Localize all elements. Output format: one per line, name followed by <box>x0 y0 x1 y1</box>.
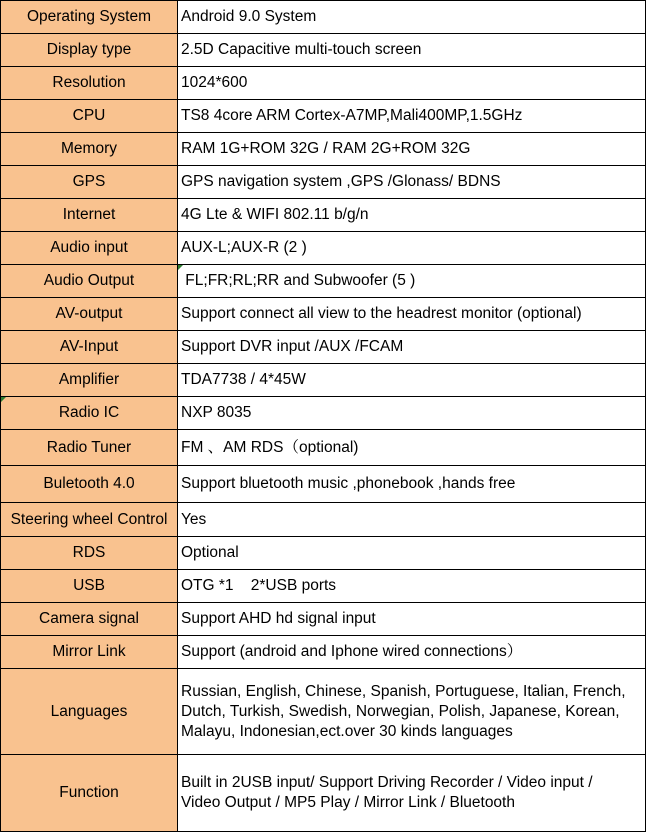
row-value <box>178 265 646 298</box>
table-row <box>1 570 646 603</box>
row-value-line: Video Output / MP5 Play / Mirror Link / Bluetooth <box>181 794 515 811</box>
row-value: Support (android and Iphone wired connections） <box>178 636 646 669</box>
row-value: Yes <box>178 503 646 537</box>
row-label: Camera signal <box>1 603 178 636</box>
row-value: RAM 1G+ROM 32G / RAM 2G+ROM 32G <box>178 133 646 166</box>
table-row <box>1 34 646 67</box>
row-value: Android 9.0 System <box>178 1 646 34</box>
row-value: 2.5D Capacitive multi-touch screen <box>178 34 646 67</box>
row-label: Buletooth 4.0 <box>1 466 178 503</box>
table-row <box>1 1 646 34</box>
row-label: Steering wheel Control <box>1 503 178 537</box>
row-value: GPS navigation system ,GPS /Glonass/ BDNS <box>178 166 646 199</box>
row-value: Support AHD hd signal input <box>178 603 646 636</box>
row-label: Languages <box>1 669 178 755</box>
table-row <box>1 636 646 669</box>
table-row <box>1 232 646 265</box>
row-value <box>178 570 646 603</box>
table-row <box>1 331 646 364</box>
row-value: AUX-L;AUX-R (2 ) <box>178 232 646 265</box>
row-label: RDS <box>1 537 178 570</box>
table-row <box>1 603 646 636</box>
row-label-text: Radio IC <box>58 404 120 421</box>
row-value: 4G Lte & WIFI 802.11 b/g/n <box>178 199 646 232</box>
table-row <box>1 755 646 832</box>
row-value: TS8 4core ARM Cortex-A7MP,Mali400MP,1.5GHz <box>178 100 646 133</box>
row-value-line: Russian, English, Chinese, Spanish, Portuguese, Italian, French, <box>181 682 626 700</box>
table-row <box>1 503 646 537</box>
table-row <box>1 466 646 503</box>
row-label: AV-Input <box>1 331 178 364</box>
table-row <box>1 133 646 166</box>
table-row <box>1 669 646 755</box>
row-value: Support connect all view to the headrest monitor (optional) <box>178 298 646 331</box>
row-value: TDA7738 / 4*45W <box>178 364 646 397</box>
table-row <box>1 67 646 100</box>
row-value-line: Malayu, Indonesian,ect.over 30 kinds languages <box>181 722 513 740</box>
row-label: AV-output <box>1 298 178 331</box>
row-value-text: FL;FR;RL;RR and Subwoofer (5 ) <box>181 272 416 289</box>
table-row <box>1 430 646 466</box>
row-value: 1024*600 <box>178 67 646 100</box>
row-label: USB <box>1 570 178 603</box>
row-label: Internet <box>1 199 178 232</box>
table-row <box>1 397 646 430</box>
cell-corner-marker <box>178 265 183 270</box>
table-row <box>1 537 646 570</box>
row-label: Radio Tuner <box>1 430 178 466</box>
row-label: Audio Output <box>1 265 178 298</box>
row-value <box>178 669 646 755</box>
row-label <box>1 397 178 430</box>
table-row <box>1 298 646 331</box>
row-label: CPU <box>1 100 178 133</box>
table-row <box>1 166 646 199</box>
row-label: Amplifier <box>1 364 178 397</box>
row-value-text: OTG *1 2*USB ports <box>181 577 337 594</box>
cell-corner-marker <box>1 397 6 402</box>
row-label: Operating System <box>1 1 178 34</box>
table-row <box>1 364 646 397</box>
table-row <box>1 199 646 232</box>
row-value: Optional <box>178 537 646 570</box>
row-value-line: Built in 2USB input/ Support Driving Recorder / Video input / <box>181 774 593 791</box>
row-label: Display type <box>1 34 178 67</box>
row-value-line: Dutch, Turkish, Swedish, Norwegian, Polish, Japanese, Korean, <box>181 702 620 720</box>
table-row <box>1 265 646 298</box>
row-label: Audio input <box>1 232 178 265</box>
table-row <box>1 100 646 133</box>
row-label: Memory <box>1 133 178 166</box>
row-value: Support bluetooth music ,phonebook ,hands free <box>178 466 646 503</box>
row-label: Function <box>1 755 178 832</box>
row-value: Support DVR input /AUX /FCAM <box>178 331 646 364</box>
row-value <box>178 755 646 832</box>
row-value: NXP 8035 <box>178 397 646 430</box>
row-label: GPS <box>1 166 178 199</box>
row-label: Mirror Link <box>1 636 178 669</box>
row-value: FM 、AM RDS（optional) <box>178 430 646 466</box>
row-label: Resolution <box>1 67 178 100</box>
